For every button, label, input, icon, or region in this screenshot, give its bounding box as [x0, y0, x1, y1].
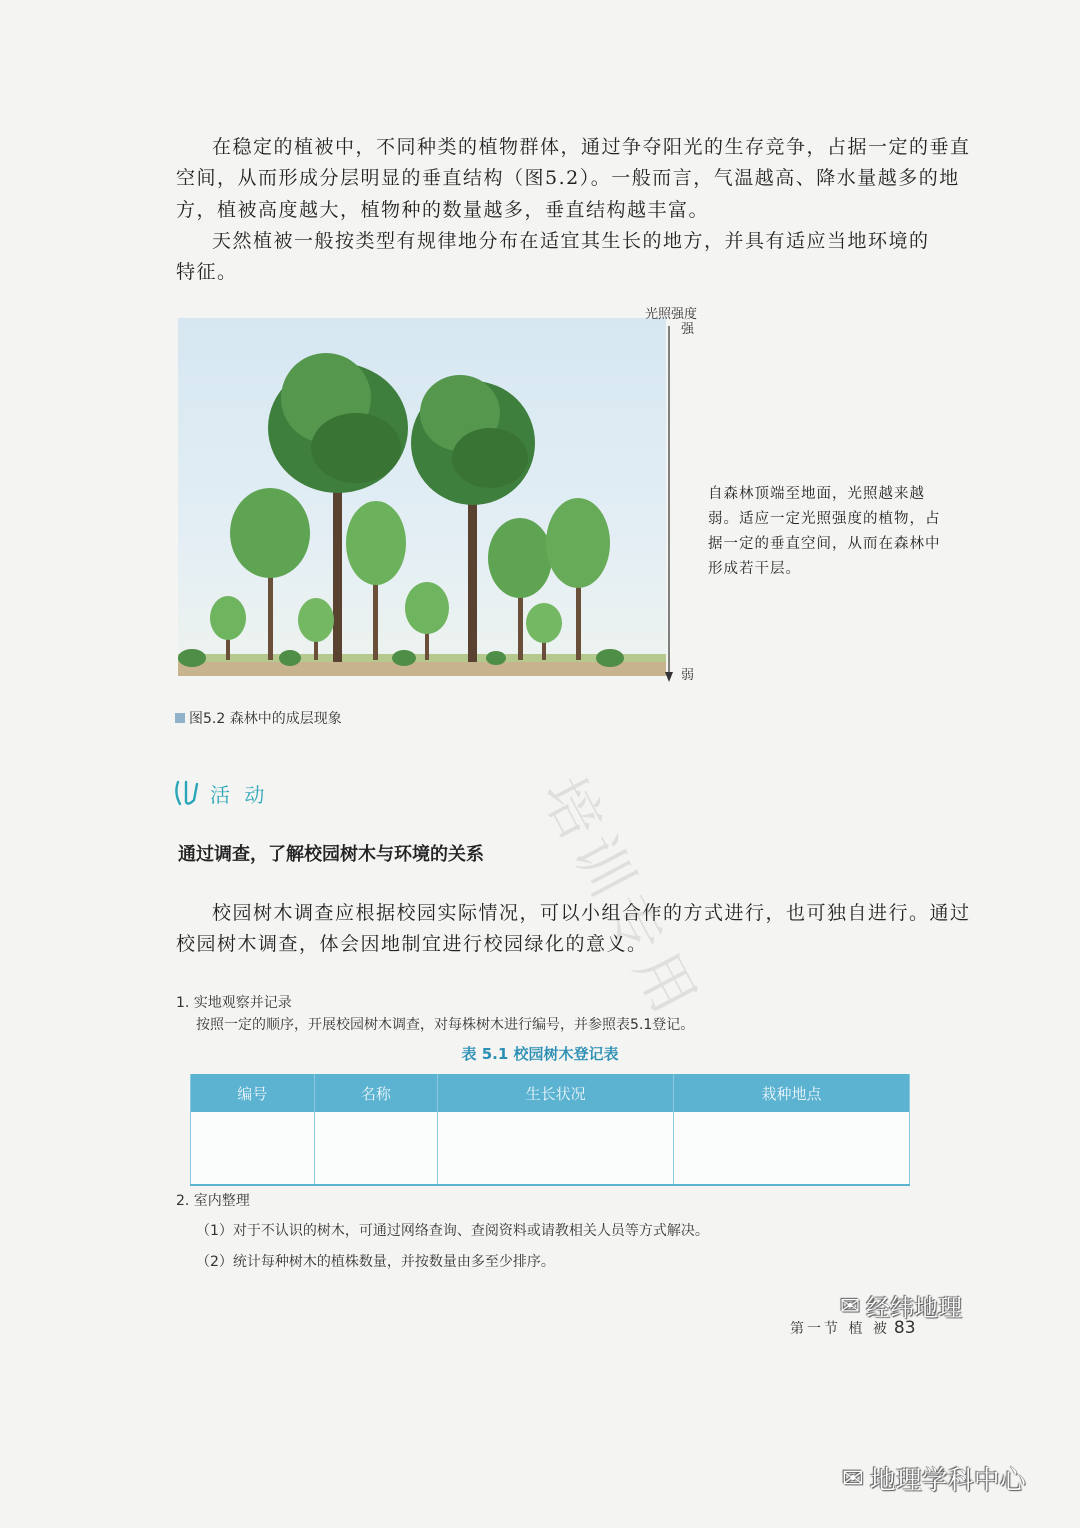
activity-intro-line-1: 校园树木调查应根据校园实际情况，可以小组合作的方式进行，也可独自进行。通过 [212, 902, 971, 924]
activity-header-label: 活 动 [210, 782, 269, 807]
table-header-cell: 生长状况 [438, 1074, 674, 1112]
caption-square-icon [175, 713, 185, 723]
table-cell [438, 1112, 674, 1185]
table-header-cell: 名称 [314, 1074, 438, 1112]
table-header-row [191, 1074, 910, 1112]
table-header-cell: 编号 [191, 1074, 315, 1112]
table-title: 表 5.1 校园树木登记表 [461, 1045, 619, 1063]
caption-text: 图5.2 森林中的成层现象 [189, 711, 342, 727]
page-footer [790, 1318, 916, 1338]
figure-caption [175, 708, 342, 728]
wechat-icon: ✉ [842, 1463, 864, 1494]
wechat-icon: ✉ [840, 1291, 861, 1320]
paragraph-1-line-3: 方，植被高度越大，植物种的数量越多，垂直结构越丰富。 [176, 199, 710, 221]
step-2-title: 2. 室内整理 [176, 1193, 250, 1209]
light-intensity-axis [664, 326, 674, 682]
figure-side-note: 自森林顶端至地面，光照越来越弱。适应一定光照强度的植物，占据一定的垂直空间，从而在森林中形成若干层。 [708, 486, 941, 577]
activity-intro-line-2: 校园树木调查，体会因地制宜进行校园绿化的意义。 [176, 933, 648, 955]
activity-header [172, 778, 268, 808]
table-cell [314, 1112, 438, 1185]
paragraph-2-line-1: 天然植被一般按类型有规律地分布在适宜其生长的地方，并具有适应当地环境的 [212, 230, 930, 252]
axis-weak-label: 弱 [681, 668, 695, 683]
watermark-bottom-text: 地理学科中心 [869, 1466, 1026, 1496]
footer-section: 第一节 植 被 [790, 1321, 890, 1337]
activity-icon [172, 778, 202, 808]
step-2-item-1: （1）对于不认识的树木，可通过网络查询、查阅资料或请教相关人员等方式解决。 [196, 1223, 709, 1239]
step-1-text: 按照一定的顺序，开展校园树木调查，对每株树木进行编号，并参照表5.1登记。 [196, 1017, 695, 1033]
watermark-bottom [842, 1460, 1026, 1497]
page-number: 83 [893, 1318, 916, 1338]
table-cell [674, 1112, 910, 1185]
table-header-cell: 栽种地点 [674, 1074, 910, 1112]
paragraph-1-line-1: 在稳定的植被中，不同种类的植物群体，通过争夺阳光的生存竞争，占据一定的垂直 [212, 136, 971, 158]
table-cell [191, 1112, 315, 1185]
paragraph-2-line-2: 特征。 [176, 261, 238, 283]
paragraph-1-line-2: 空间，从而形成分层明显的垂直结构（图5.2）。一般而言，气温越高、降水量越多的地 [176, 167, 960, 189]
forest-layering-illustration [178, 318, 666, 676]
table-row [191, 1112, 910, 1185]
diagonal-watermark: 培训专用 [528, 766, 713, 1032]
axis-title: 光照强度 [645, 307, 698, 322]
step-2-item-2: （2）统计每种树木的植株数量，并按数量由多至少排序。 [196, 1254, 555, 1270]
activity-title: 通过调查，了解校园树木与环境的关系 [178, 844, 484, 865]
step-1-title: 1. 实地观察并记录 [176, 995, 292, 1011]
axis-strong-label: 强 [681, 322, 695, 337]
tree-register-table [190, 1074, 910, 1186]
watermark-top-text: 经纬地理 [866, 1294, 963, 1322]
